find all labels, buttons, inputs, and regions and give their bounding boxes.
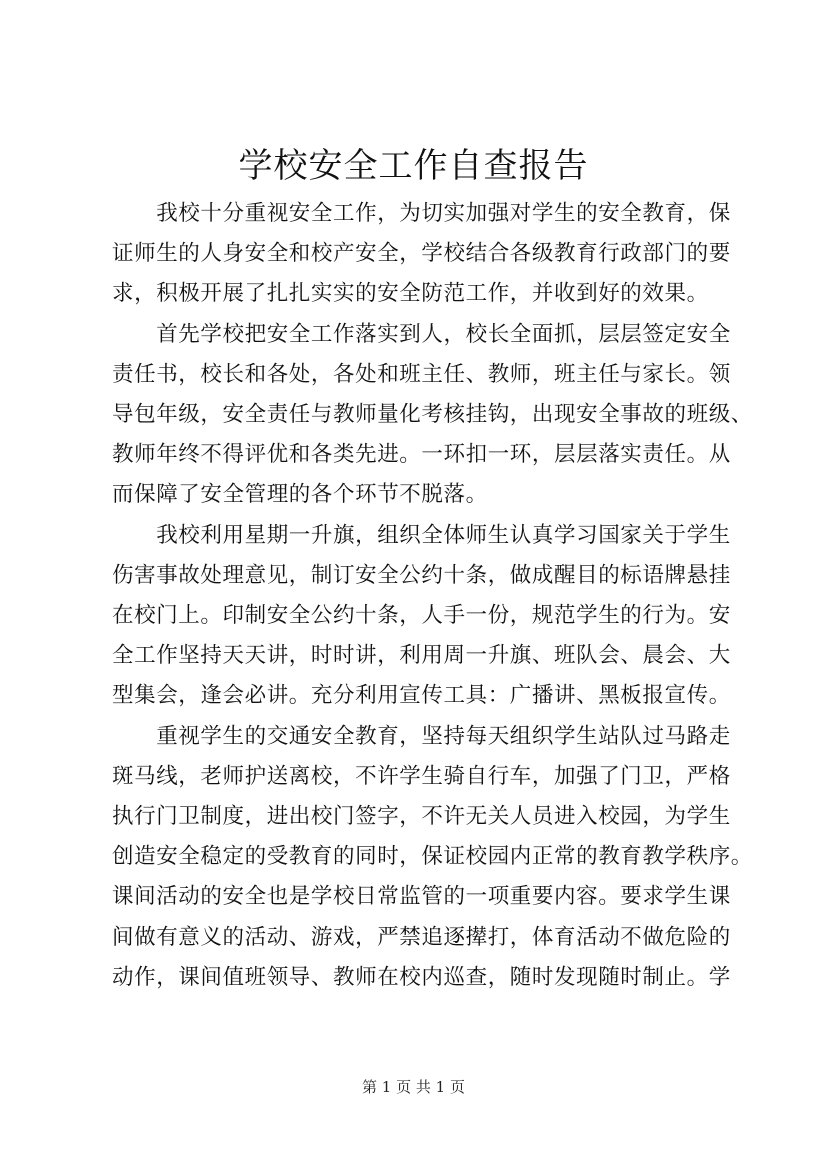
body-line: 全工作坚持天天讲，时时讲，利用周一升旗、班队会、晨会、大 <box>112 643 731 669</box>
page-footer: 第 1 页 共 1 页 <box>362 1078 465 1096</box>
body-line: 斑马线，老师护送离校，不许学生骑自行车，加强了门卫，严格 <box>112 763 731 789</box>
body-line: 求，积极开展了扎扎实实的安全防范工作，并收到好的效果。 <box>112 281 709 307</box>
document-title: 学校安全工作自查报告 <box>238 146 589 186</box>
body-line: 重视学生的交通安全教育，坚持每天组织学生站队过马路走 <box>112 723 731 749</box>
body-line: 课间活动的安全也是学校日常监管的一项重要内容。要求学生课 <box>112 884 731 910</box>
body-line: 教师年终不得评优和各类先进。一环扣一环，层层落实责任。从 <box>112 442 731 468</box>
body-line: 在校门上。印制安全公约十条，人手一份，规范学生的行为。安 <box>112 603 731 628</box>
body-line: 执行门卫制度，进出校门签字，不许无关人员进入校园，为学生 <box>112 804 731 829</box>
body-line: 动作，课间值班领导、教师在校内巡查，随时发现随时制止。学 <box>112 964 731 990</box>
body-line: 型集会，逢会必讲。充分利用宣传工具：广播讲、黑板报宣传。 <box>112 683 731 709</box>
body-line: 创造安全稳定的受教育的同时，保证校园内正常的教育教学秩序。 <box>112 844 753 870</box>
body-line: 而保障了安全管理的各个环节不脱落。 <box>112 482 488 508</box>
body-line: 导包年级，安全责任与教师量化考核挂钩，出现安全事故的班级、 <box>112 402 753 427</box>
body-line: 间做有意义的活动、游戏，严禁追逐撵打，体育活动不做危险的 <box>112 924 731 950</box>
body-line: 我校十分重视安全工作，为切实加强对学生的安全教育，保 <box>112 201 731 226</box>
body-line: 责任书，校长和各处，各处和班主任、教师，班主任与家长。领 <box>112 361 731 387</box>
body-line: 我校利用星期一升旗，组织全体师生认真学习国家关于学生 <box>112 522 731 548</box>
body-line: 首先学校把安全工作落实到人，校长全面抓，层层签定安全 <box>112 321 731 347</box>
body-line: 证师生的人身安全和校产安全，学校结合各级教育行政部门的要 <box>112 241 731 267</box>
body-line: 伤害事故处理意见，制订安全公约十条，做成醒目的标语牌悬挂 <box>112 562 731 588</box>
